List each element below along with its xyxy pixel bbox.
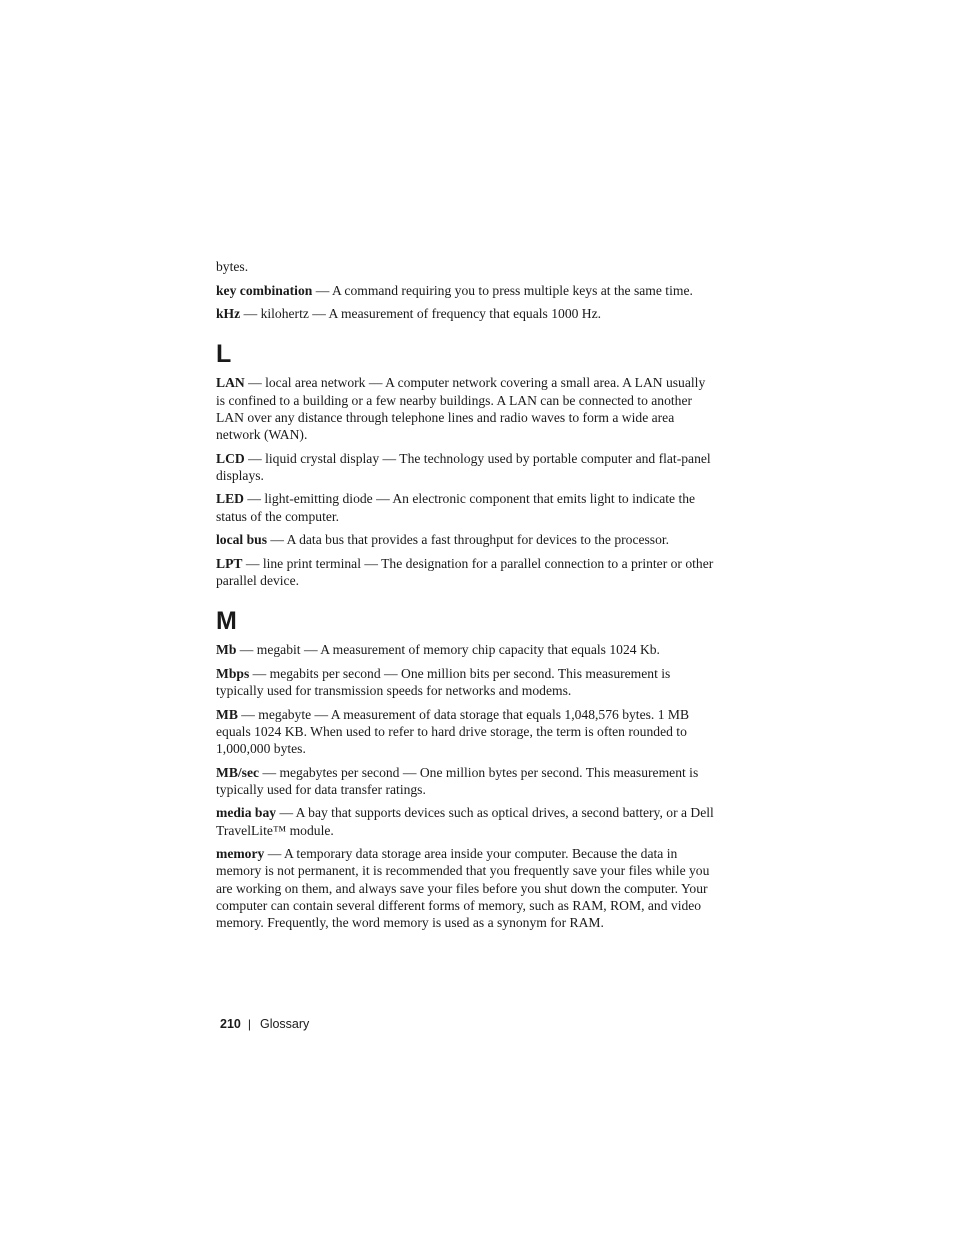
section-heading-m: M [216,607,237,636]
glossary-term: MB [216,706,238,722]
glossary-definition: — A data bus that provides a fast throughput for devices to the processor. [267,532,670,548]
glossary-definition: — light-emitting diode — An electronic component that emits light to indicate the status of the computer. [216,491,696,524]
glossary-definition: — kilohertz — A measurement of frequency that equals 1000 Hz. [240,306,602,322]
glossary-entry-memory [216,845,716,931]
page-number: 210 [220,1017,241,1031]
glossary-entry-lan [216,374,716,443]
footer-separator: | [247,1017,251,1031]
glossary-definition: — megabyte — A measurement of data storage that equals 1,048,576 bytes. 1 MB equals 1024 KB. When used to refer to hard drive storage, the term is often rounded to 1,000,000 bytes. [216,706,690,756]
glossary-term: Mb [216,642,237,658]
glossary-definition: — megabytes per second — One million bytes per second. This measurement is typically used for data transfer ratings. [216,764,699,797]
footer-section-name: Glossary [259,1017,310,1031]
page-footer [220,1015,309,1033]
glossary-entry-lpt [216,555,716,589]
glossary-content [216,258,716,938]
glossary-entry-lcd [216,450,716,484]
glossary-term: LED [216,491,244,507]
glossary-term: key combination [216,282,313,298]
glossary-entry-media-bay [216,804,716,838]
glossary-entry-khz [216,305,716,322]
glossary-entry-mbps [216,665,716,699]
glossary-entry-mb-megabyte [216,706,716,758]
glossary-entry-mb-megabit [216,641,716,658]
glossary-term: LAN [216,375,245,391]
glossary-term: MB/sec [216,764,260,780]
glossary-definition: — A bay that supports devices such as optical drives, a second battery, or a Dell TravelLite™ module. [216,805,714,838]
glossary-term: media bay [216,805,277,821]
glossary-term: LCD [216,450,245,466]
glossary-term: LPT [216,555,243,571]
section-heading-l: L [216,340,232,369]
glossary-entry-mb-sec [216,764,716,798]
glossary-definition: — line print terminal — The designation for a parallel connection to a printer or other parallel device. [216,555,714,588]
glossary-entry-key-combination [216,282,716,299]
glossary-entry-local-bus [216,531,716,548]
glossary-term: kHz [216,306,241,322]
glossary-definition: — A temporary data storage area inside your computer. Because the data in memory is not permanent, it is recommended that you frequently save your files while you are working on them, and always save your files before you shut down the computer. Your computer can contain several different forms of memory, such as RAM, ROM, and video memory. Frequently, the word memory is used as a synonym for RAM. [216,846,710,930]
glossary-definition: — A command requiring you to press multiple keys at the same time. [312,282,693,298]
continued-fragment: bytes. [216,259,249,274]
glossary-definition: — megabit — A measurement of memory chip capacity that equals 1024 Kb. [236,642,660,658]
glossary-definition: — megabits per second — One million bits per second. This measurement is typically used for transmission speeds for networks and modems. [216,665,671,698]
glossary-term: memory [216,846,265,862]
glossary-definition: — liquid crystal display — The technology used by portable computer and flat-panel displays. [216,450,711,483]
glossary-definition: — local area network — A computer network covering a small area. A LAN usually is confined to a building or a few nearby buildings. A LAN can be connected to another LAN over any distance through telephone lines and radio waves to form a wide area network (WAN). [216,375,706,442]
glossary-entry-led [216,490,716,524]
glossary-term: Mbps [216,665,250,681]
glossary-term: local bus [216,532,267,548]
